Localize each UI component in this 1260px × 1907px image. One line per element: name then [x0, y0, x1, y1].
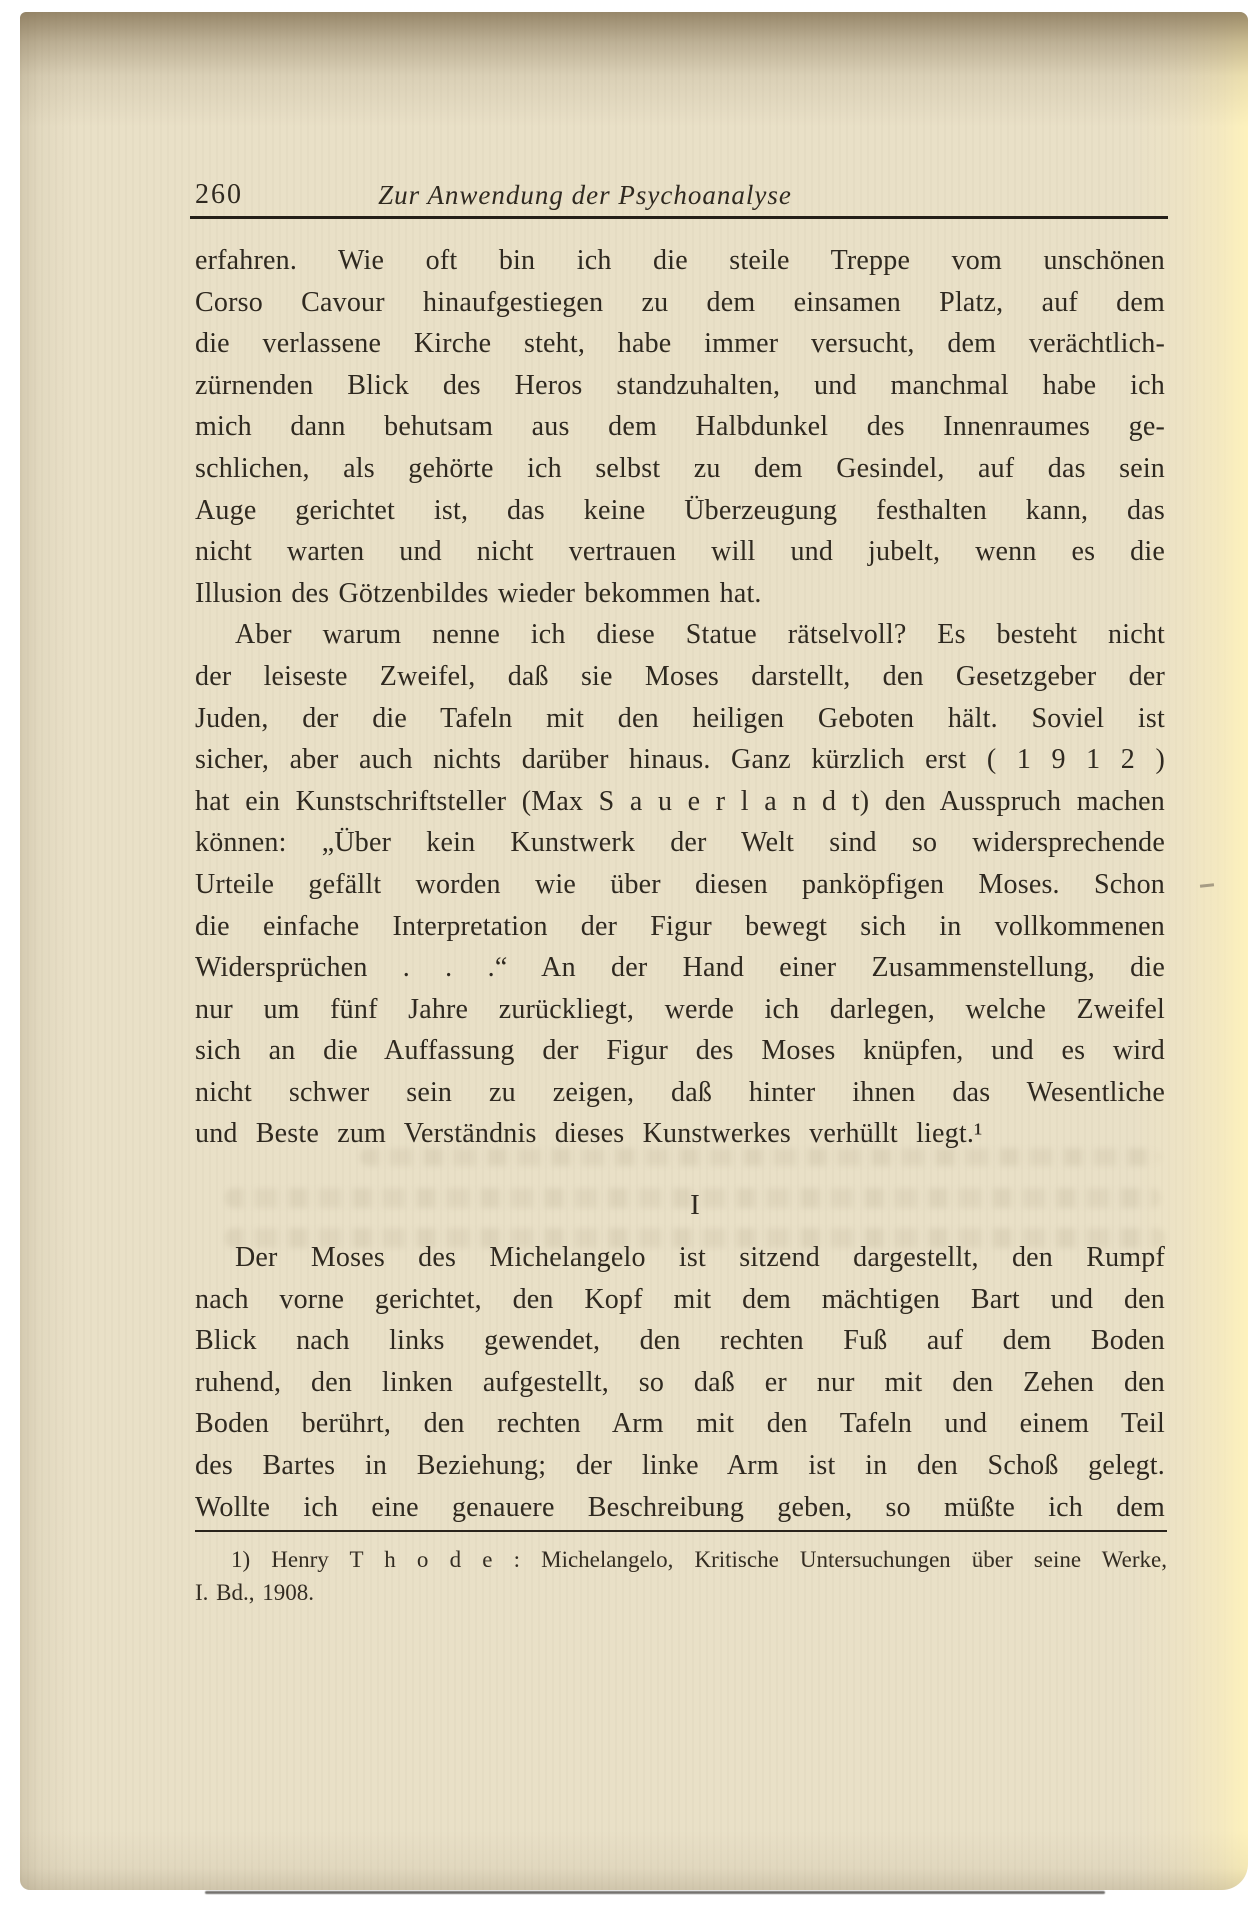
- text-line: Wollte ich eine genauere Beschreibung geben, so müßte ich dem: [195, 1491, 1165, 1523]
- text-line: und Beste zum Verständnis dieses Kunstwerkes verhüllt liegt.¹: [195, 1118, 983, 1150]
- text-line: Boden berührt, den rechten Arm mit den Tafeln und einem Teil: [195, 1408, 1165, 1440]
- text-line: Der Moses des Michelangelo ist sitzend dargestellt, den Rumpf: [235, 1242, 1165, 1273]
- footnote-line: 1) Henry T h o d e : Michelangelo, Kritische Untersuchungen über seine Werke,: [231, 1547, 1167, 1572]
- header-rule: [190, 216, 1168, 219]
- text-line: ruhend, den linken aufgestellt, so daß er nur mit den Zehen den: [195, 1366, 1165, 1398]
- text-line: Corso Cavour hinaufgestiegen zu dem einsamen Platz, auf dem: [195, 286, 1165, 318]
- text-line: nicht schwer sein zu zeigen, daß hinter ihnen das Wesentliche: [195, 1076, 1165, 1108]
- text-line: des Bartes in Beziehung; der linke Arm ist in den Schoß gelegt.: [195, 1449, 1165, 1481]
- text-line: mich dann behutsam aus dem Halbdunkel des Innenraumes ge-: [195, 411, 1165, 443]
- text-line: Juden, der die Tafeln mit den heiligen Geboten hält. Soviel ist: [195, 702, 1165, 734]
- page-number: 260: [195, 179, 243, 210]
- text-line: Illusion des Götzenbildes wieder bekommen hat.: [195, 577, 762, 609]
- text-line: können: „Über kein Kunstwerk der Welt sind so widersprechende: [195, 827, 1165, 859]
- page-header: [20, 178, 1248, 212]
- footnote-line: I. Bd., 1908.: [195, 1580, 314, 1605]
- text-line: nach vorne gerichtet, den Kopf mit dem mächtigen Bart und den: [195, 1283, 1165, 1315]
- running-title: Zur Anwendung der Psychoanalyse: [378, 180, 792, 210]
- text-line: der leiseste Zweifel, daß sie Moses darstellt, den Gesetzgeber der: [195, 660, 1165, 692]
- footnote-rule: [195, 1530, 1167, 1532]
- scan-artifact-line: [205, 1891, 1105, 1894]
- text-line: nur um fünf Jahre zurückliegt, werde ich darlegen, welche Zweifel: [195, 993, 1165, 1025]
- text-line: schlichen, als gehörte ich selbst zu dem Gesindel, auf das sein: [195, 452, 1165, 484]
- text-line: sich an die Auffassung der Figur des Moses knüpfen, und es wird: [195, 1035, 1165, 1067]
- text-line: Urteile gefällt worden wie über diesen panköpfigen Moses. Schon: [195, 868, 1165, 900]
- scan-artifact-dash: [1200, 883, 1214, 887]
- text-line: hat ein Kunstschriftsteller (Max S a u e r l a n d t) den Ausspruch machen: [195, 785, 1165, 817]
- text-line: Auge gerichtet ist, das keine Überzeugung festhalten kann, das: [195, 494, 1165, 526]
- text-line: die einfache Interpretation der Figur bewegt sich in vollkommenen: [195, 910, 1165, 942]
- text-line: Blick nach links gewendet, den rechten Fuß auf dem Boden: [195, 1325, 1165, 1357]
- book-page: [20, 12, 1248, 1890]
- text-line: die verlassene Kirche steht, habe immer versucht, dem verächtlich-: [195, 328, 1165, 360]
- text-line: erfahren. Wie oft bin ich die steile Treppe vom unschönen: [195, 245, 1165, 276]
- text-line: nicht warten und nicht vertrauen will und jubelt, wenn es die: [195, 536, 1165, 568]
- footnote: [195, 1543, 1167, 1609]
- section-heading: I: [690, 1189, 700, 1221]
- text-line: Aber warum nenne ich diese Statue rätselvoll? Es besteht nicht: [235, 619, 1165, 651]
- body-text: [195, 240, 1165, 1155]
- text-line: sicher, aber auch nichts darüber hinaus. Ganz kürzlich erst ( 1 9 1 2 ): [195, 744, 1165, 776]
- text-line: zürnenden Blick des Heros standzuhalten, und manchmal habe ich: [195, 369, 1165, 401]
- body-text-continued: [195, 1237, 1165, 1528]
- text-line: Widersprüchen . . .“ An der Hand einer Zusammenstellung, die: [195, 952, 1165, 984]
